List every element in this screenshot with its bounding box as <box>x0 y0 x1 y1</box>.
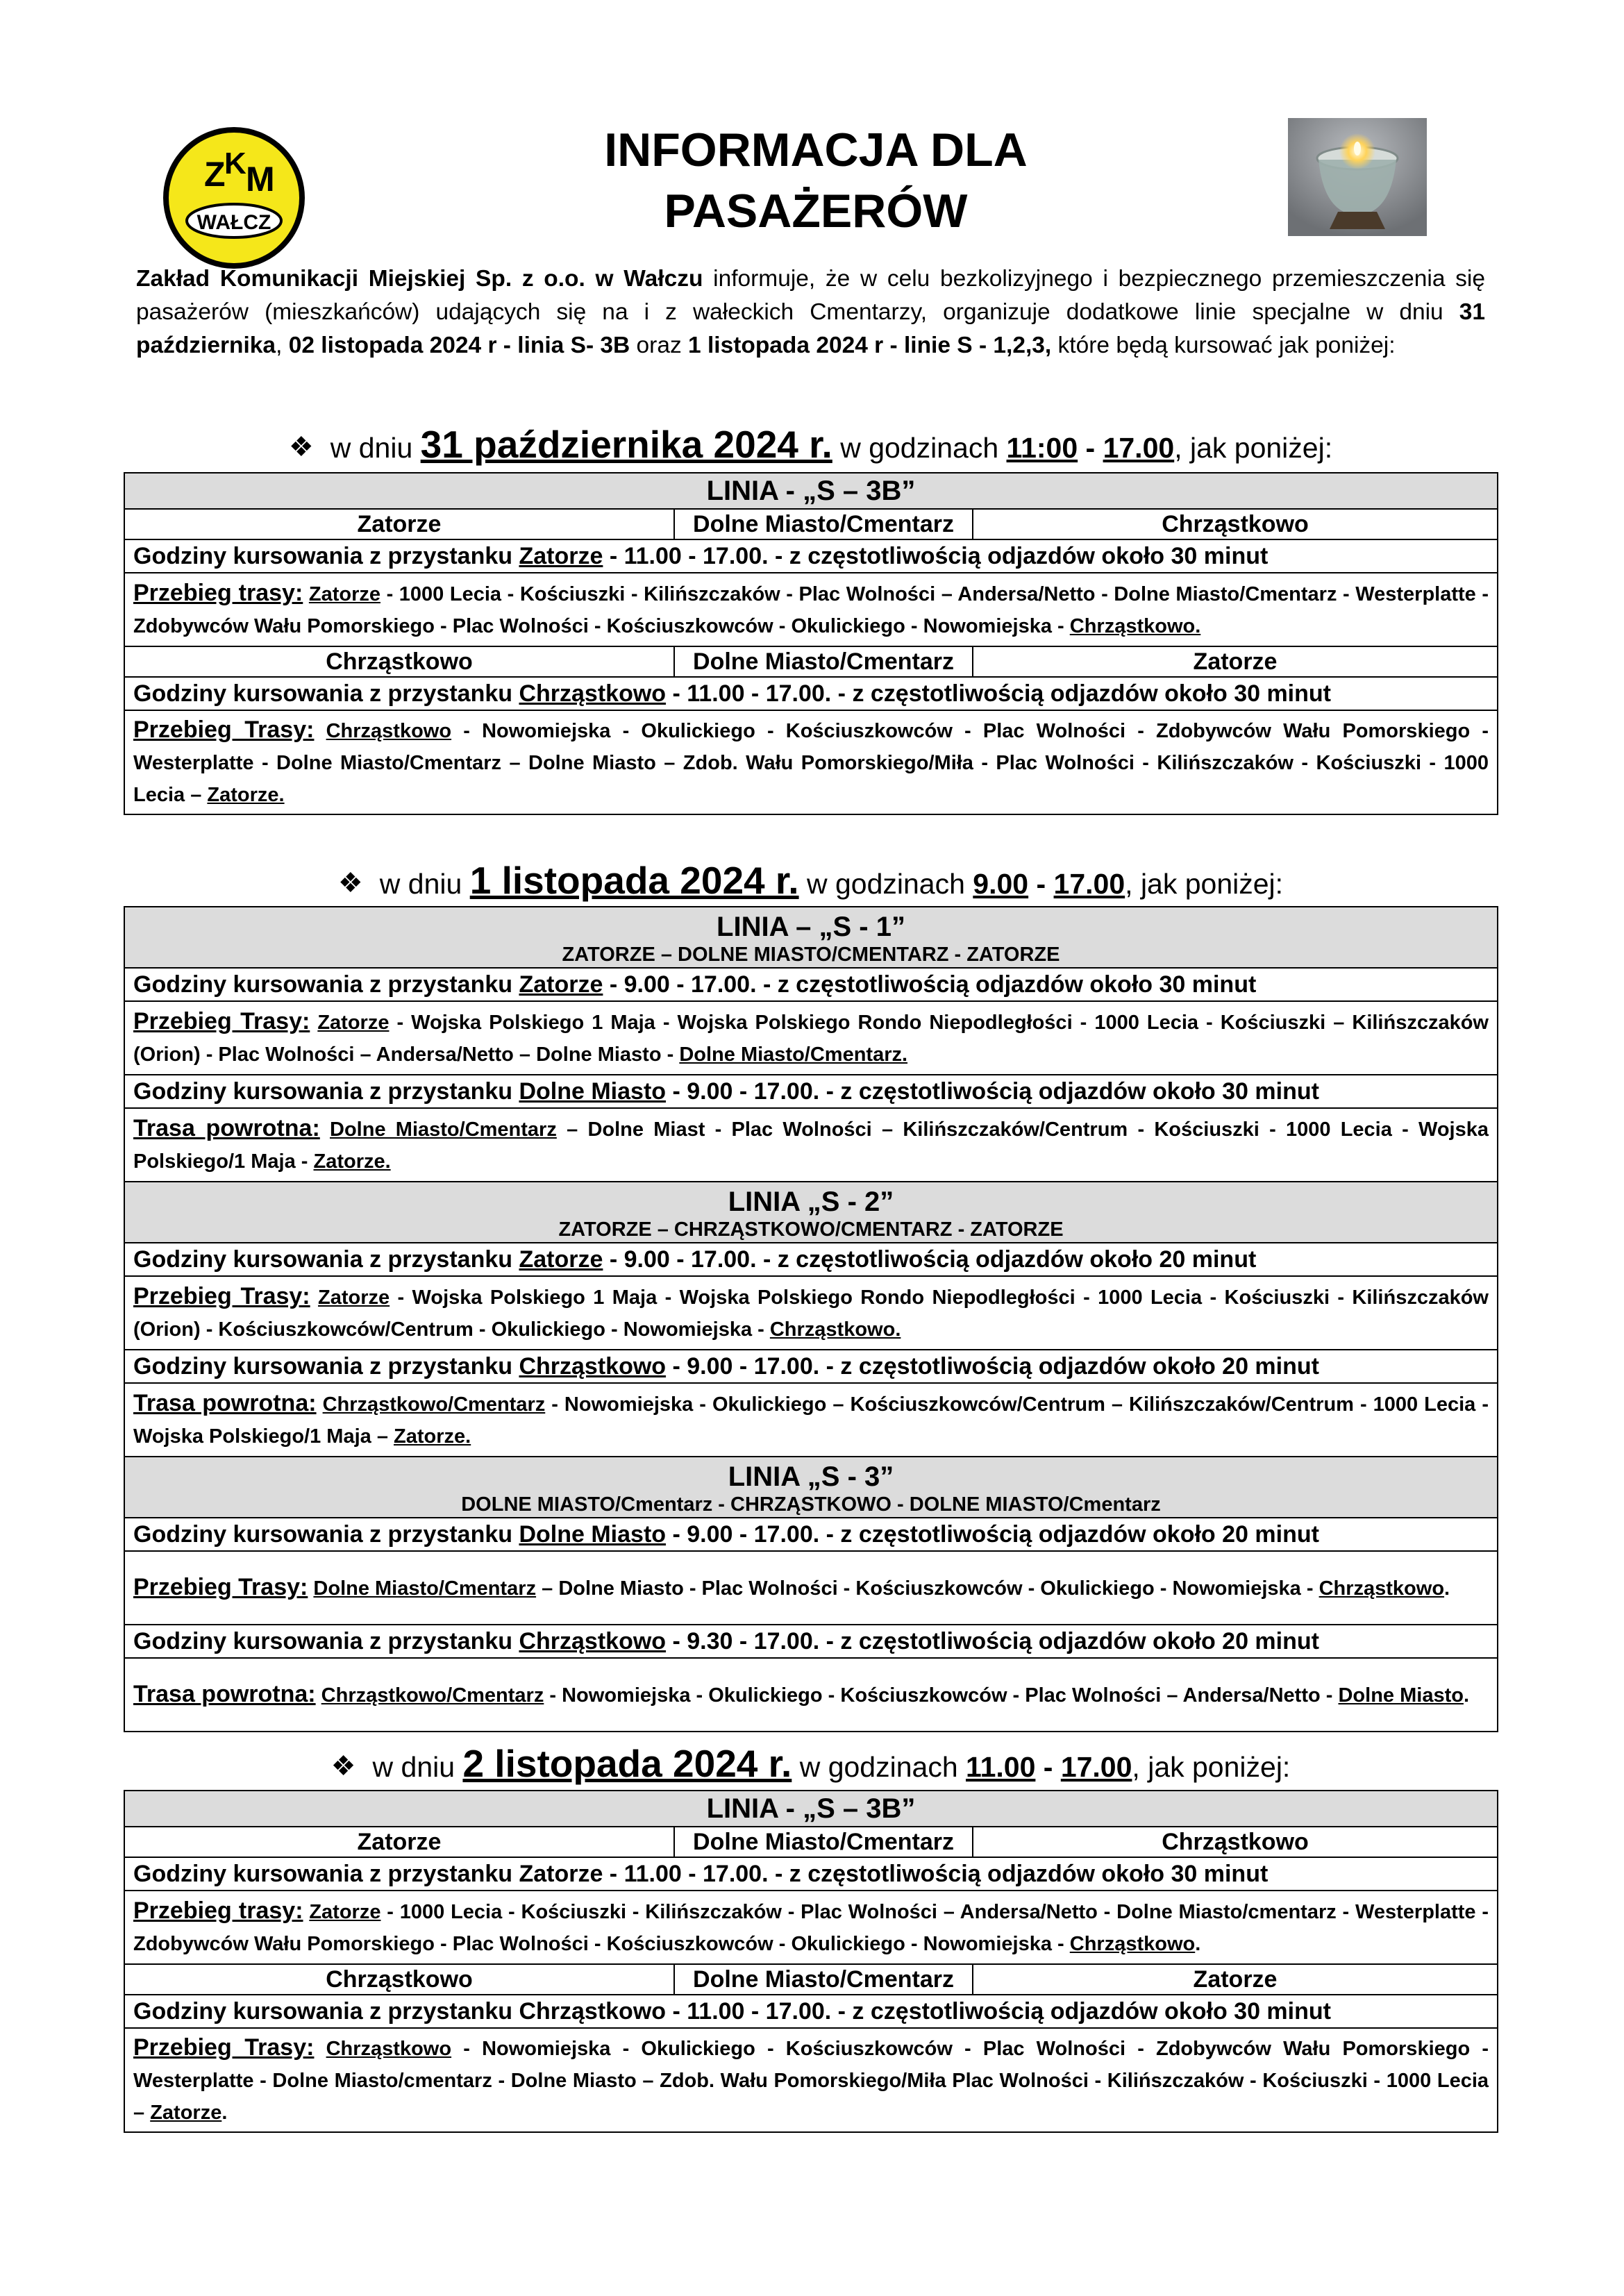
day1-mid: w godzinach <box>832 432 1007 464</box>
route-start: Zatorze <box>318 1287 390 1309</box>
route-end: Zatorze. <box>313 1150 391 1173</box>
route-body: - Nowomiejska - Okulickiego - Kościuszkowców - Plac Wolności – Andersa/Netto - <box>544 1684 1339 1707</box>
column-header: Zatorze <box>973 1964 1498 1995</box>
svg-text:K: K <box>224 146 246 181</box>
departure-hours <box>124 1075 1498 1108</box>
hours-text: - 9.00 - 17.00. - z częstotliwością odjazdów około 20 minut <box>666 1521 1319 1548</box>
day3-mid: w godzinach <box>792 1751 966 1783</box>
route-label: Trasa powrotna: <box>133 1681 316 1707</box>
route-label: Przebieg trasy: <box>133 1897 303 1924</box>
route-tail: . <box>1195 1933 1201 1955</box>
route-body: - 1000 Lecia - Kościuszki - Kilińszczaków - Plac Wolności – Andersa/Netto - Dolne Miasto/cmentarz - Westerplatte - Zdobywców Wału Pomorskiego - Plac Wolności - Kościuszkowców - Okulickiego - Nowomiejska - <box>133 1901 1489 1955</box>
stop-name: Zatorze <box>519 1246 603 1273</box>
column-header: Dolne Miasto/Cmentarz <box>674 1964 973 1995</box>
day3-heading <box>136 1743 1485 1788</box>
svg-text:M: M <box>246 160 275 199</box>
route-label: Przebieg Trasy: <box>133 1574 308 1600</box>
column-header: Chrząstkowo <box>973 1827 1498 1857</box>
departure-hours <box>124 1243 1498 1276</box>
route-end: Chrząstkowo <box>1069 1933 1196 1955</box>
day1-table <box>124 472 1498 815</box>
route-start: Dolne Miasto/Cmentarz <box>330 1118 557 1141</box>
day3-post: , jak poniżej: <box>1132 1751 1291 1783</box>
hours-text: Godziny kursowania z przystanku <box>133 1246 519 1273</box>
route-end: Dolne Miasto <box>1338 1684 1464 1707</box>
hours-text: - 9.00 - 17.00. - z częstotliwością odjazdów około 30 minut <box>666 1078 1319 1105</box>
departure-hours <box>124 677 1498 710</box>
intro-text-3: oraz <box>630 333 689 358</box>
route-start: Zatorze <box>309 1901 381 1923</box>
page-title <box>417 119 1215 242</box>
route-start: Zatorze <box>317 1012 390 1034</box>
route-end: Chrząstkowo. <box>769 1318 901 1341</box>
line-subtitle: DOLNE MIASTO/Cmentarz - CHRZĄSTKOWO - DOLNE MIASTO/Cmentarz <box>461 1493 1161 1516</box>
day2-mid: w godzinach <box>798 868 973 900</box>
column-header: Chrząstkowo <box>973 509 1498 539</box>
column-header: Zatorze <box>973 646 1498 677</box>
route-description <box>124 573 1498 646</box>
zkm-walcz-logo <box>161 125 307 271</box>
intro-text-4: które będą kursować jak poniżej: <box>1051 333 1396 358</box>
route-label: Trasa powrotna: <box>133 1115 320 1141</box>
stop-name: Chrząstkowo <box>519 680 667 707</box>
route-tail: . <box>1444 1577 1450 1600</box>
day3-table <box>124 1790 1498 2133</box>
intro-bold-1: 31 października <box>136 299 1485 358</box>
line-header <box>124 1457 1498 1518</box>
route-body: - 1000 Lecia - Kościuszki - Kilińszczaków - Plac Wolności – Andersa/Netto - Dolne Miasto/Cmentarz - Westerplatte - Zdobywców Wału Pomorskiego - Plac Wolności - Kościuszkowców - Okulickiego - Nowomiejska - <box>133 583 1489 637</box>
stop-name: Zatorze <box>519 971 603 998</box>
hours-text: Godziny kursowania z przystanku <box>133 1628 519 1654</box>
route-description <box>124 1658 1498 1732</box>
route-end: Zatorze. <box>394 1425 471 1448</box>
route-body: - Nowomiejska - Okulickiego - Kościuszkowców - Plac Wolności - Zdobywców Wału Pomorskiego - Westerplatte - Dolne Miasto/cmentarz - Dolne Miasto – Zdob. Wału Pomorskiego/Miła Plac Wolności - Kilińszczaków - Kościuszki - 1000 Lecia – <box>133 2038 1489 2124</box>
route-start: Zatorze <box>308 583 380 605</box>
svg-text:Z: Z <box>204 155 226 194</box>
line-title: LINIA - „S – 3B” <box>124 473 1498 509</box>
route-description <box>124 1276 1498 1350</box>
intro-text-1: informuje, że w celu bezkolizyjnego i bezpiecznego przemieszczenia się pasażerów (mieszkańców) udających się na i z wałeckich Cmentarzy, organizuje dodatkowe linie specjalne w dniu <box>136 266 1486 325</box>
day1-date: 31 października 2024 r. <box>420 423 832 466</box>
stop-name: Zatorze <box>519 543 603 569</box>
route-body: – Dolne Miasto - Plac Wolności - Kościuszkowców - Okulickiego - Nowomiejska - <box>536 1577 1319 1600</box>
day1-hour-start: 11:00 <box>1006 432 1078 464</box>
route-start: Dolne Miasto/Cmentarz <box>313 1577 537 1600</box>
diamond-bullet-icon: ❖ <box>330 1751 356 1782</box>
title-line-2: PASAŻERÓW <box>664 185 968 237</box>
route-start: Chrząstkowo <box>326 720 452 742</box>
day2-hour-start: 9.00 <box>973 868 1029 900</box>
departure-hours <box>124 1625 1498 1658</box>
diamond-bullet-icon: ❖ <box>288 432 314 462</box>
day1-hour-end: 17.00 <box>1103 432 1175 464</box>
route-label: Trasa powrotna: <box>133 1390 317 1416</box>
hours-text: Godziny kursowania z przystanku <box>133 1078 519 1105</box>
route-start: Chrząstkowo/Cmentarz <box>321 1684 544 1707</box>
intro-text-2: , <box>276 333 289 358</box>
intro-paragraph <box>136 262 1485 362</box>
route-end: Zatorze. <box>207 784 285 806</box>
route-description <box>124 1108 1498 1182</box>
day2-post: , jak poniżej: <box>1125 868 1284 900</box>
day2-pre: w dniu <box>379 868 470 900</box>
route-end: Chrząstkowo. <box>1069 615 1201 637</box>
column-header: Dolne Miasto/Cmentarz <box>674 1827 973 1857</box>
column-header: Chrząstkowo <box>124 646 674 677</box>
day2-hour-end: 17.00 <box>1053 868 1125 900</box>
route-body: – Dolne Miast - Plac Wolności – Kilińszczaków/Centrum - Kościuszki - 1000 Lecia - Wojska Polskiego/1 Maja - <box>133 1118 1489 1173</box>
line-title: LINIA – „S - 1” <box>717 912 905 942</box>
column-header: Chrząstkowo <box>124 1964 674 1995</box>
route-tail: . <box>1463 1684 1470 1707</box>
departure-hours <box>124 1518 1498 1551</box>
line-title: LINIA „S - 2” <box>728 1187 894 1217</box>
hours-text: - 11.00 - 17.00. - z częstotliwością odjazdów około 30 minut <box>666 680 1331 707</box>
route-label: Przebieg trasy: <box>133 580 303 606</box>
stop-name: Dolne Miasto <box>519 1521 667 1548</box>
day3-date: 2 listopada 2024 r. <box>462 1742 792 1785</box>
departure-hours <box>124 539 1498 573</box>
route-end: Dolne Miasto/Cmentarz. <box>679 1044 908 1066</box>
route-label: Przebieg Trasy: <box>133 1008 310 1034</box>
hours-text: - 9.00 - 17.00. - z częstotliwością odjazdów około 20 minut <box>603 1246 1257 1273</box>
day1-dash: - <box>1078 432 1103 464</box>
hours-text: - 9.30 - 17.00. - z częstotliwością odjazdów około 20 minut <box>666 1628 1319 1654</box>
day2-heading <box>136 860 1485 905</box>
day3-pre: w dniu <box>372 1751 463 1783</box>
route-description <box>124 1383 1498 1457</box>
hours-text: - 11.00 - 17.00. - z częstotliwością odjazdów około 30 minut <box>603 543 1269 569</box>
hours-text: Godziny kursowania z przystanku <box>133 543 519 569</box>
intro-bold-2: 02 listopada 2024 r - linia S- 3B <box>288 333 630 358</box>
grave-candle-photo <box>1288 118 1427 236</box>
route-body: - Nowomiejska - Okulickiego - Kościuszkowców - Plac Wolności - Zdobywców Wału Pomorskiego - Westerplatte - Dolne Miasto/Cmentarz – Dolne Miasto – Zdob. Wału Pomorskiego/Miła - Plac Wolności - Kilińszczaków - Kościuszki - 1000 Lecia – <box>133 720 1489 806</box>
route-label: Przebieg Trasy: <box>133 1283 310 1309</box>
route-description <box>124 710 1498 814</box>
route-tail: . <box>221 2102 228 2124</box>
line-subtitle: ZATORZE – DOLNE MIASTO/CMENTARZ - ZATORZE <box>562 944 1060 966</box>
hours-text: - 9.00 - 17.00. - z częstotliwością odjazdów około 30 minut <box>603 971 1257 998</box>
day3-hour-end: 17.00 <box>1060 1751 1132 1783</box>
hours-text: Godziny kursowania z przystanku <box>133 680 519 707</box>
route-description <box>124 1001 1498 1075</box>
stop-name: Chrząstkowo <box>519 1628 667 1654</box>
route-start: Chrząstkowo/Cmentarz <box>322 1393 546 1416</box>
column-header: Zatorze <box>124 1827 674 1857</box>
line-title: LINIA „S - 3” <box>728 1461 894 1492</box>
line-header <box>124 907 1498 968</box>
departure-hours: Godziny kursowania z przystanku Chrząstkowo - 11.00 - 17.00. - z częstotliwością odjazdów około 30 minut <box>124 1995 1498 2028</box>
company-name: Zakład Komunikacji Miejskiej Sp. z o.o. w Wałczu <box>136 266 703 292</box>
title-line-1: INFORMACJA DLA <box>604 124 1028 176</box>
column-header: Zatorze <box>124 509 674 539</box>
day1-heading <box>136 424 1485 469</box>
route-description <box>124 1551 1498 1625</box>
route-end: Zatorze <box>150 2102 222 2124</box>
departure-hours <box>124 968 1498 1001</box>
day1-pre: w dniu <box>330 432 421 464</box>
line-title: LINIA - „S – 3B” <box>124 1791 1498 1827</box>
route-description <box>124 2028 1498 2132</box>
column-header: Dolne Miasto/Cmentarz <box>674 646 973 677</box>
departure-hours: Godziny kursowania z przystanku Zatorze - 11.00 - 17.00. - z częstotliwością odjazdów około 30 minut <box>124 1857 1498 1891</box>
route-end: Chrząstkowo <box>1319 1577 1445 1600</box>
line-header <box>124 1182 1498 1243</box>
intro-bold-3: 1 listopada 2024 r - linie S - 1,2,3, <box>688 333 1052 358</box>
hours-text: Godziny kursowania z przystanku <box>133 971 519 998</box>
route-label: Przebieg Trasy: <box>133 2034 315 2061</box>
diamond-bullet-icon: ❖ <box>337 868 363 898</box>
route-body: - Nowomiejska - Okulickiego – Kościuszkowców/Centrum – Kilińszczaków/Centrum - 1000 Lecia - Wojska Polskiego/1 Maja – <box>133 1393 1489 1448</box>
hours-text: Godziny kursowania z przystanku <box>133 1353 519 1380</box>
route-body: - Wojska Polskiego 1 Maja - Wojska Polskiego Rondo Niepodległości - 1000 Lecia - Kościuszki – Kilińszczaków (Orion) - Plac Wolności – Andersa/Netto – Dolne Miasto - <box>133 1012 1489 1066</box>
route-label: Przebieg Trasy: <box>133 717 315 743</box>
column-header: Dolne Miasto/Cmentarz <box>674 509 973 539</box>
route-body: - Wojska Polskiego 1 Maja - Wojska Polskiego Rondo Niepodległości - 1000 Lecia - Kościuszki - Kilińszczaków (Orion) - Kościuszkowców/Centrum - Okulickiego - Nowomiejska - <box>133 1287 1489 1341</box>
hours-text: Godziny kursowania z przystanku <box>133 1521 519 1548</box>
day3-hour-start: 11.00 <box>966 1751 1036 1783</box>
day2-table <box>124 906 1498 1732</box>
day2-date: 1 listopada 2024 r. <box>469 859 799 902</box>
day3-dash: - <box>1035 1751 1061 1783</box>
stop-name: Chrząstkowo <box>519 1353 667 1380</box>
departure-hours <box>124 1350 1498 1383</box>
route-start: Chrząstkowo <box>326 2038 452 2060</box>
svg-text:WAŁCZ: WAŁCZ <box>196 211 271 234</box>
stop-name: Dolne Miasto <box>519 1078 667 1105</box>
day1-post: , jak poniżej: <box>1174 432 1333 464</box>
line-subtitle: ZATORZE – CHRZĄSTKOWO/CMENTARZ - ZATORZE <box>558 1218 1064 1241</box>
route-description <box>124 1891 1498 1964</box>
day2-dash: - <box>1028 868 1054 900</box>
hours-text: - 9.00 - 17.00. - z częstotliwością odjazdów około 20 minut <box>666 1353 1319 1380</box>
